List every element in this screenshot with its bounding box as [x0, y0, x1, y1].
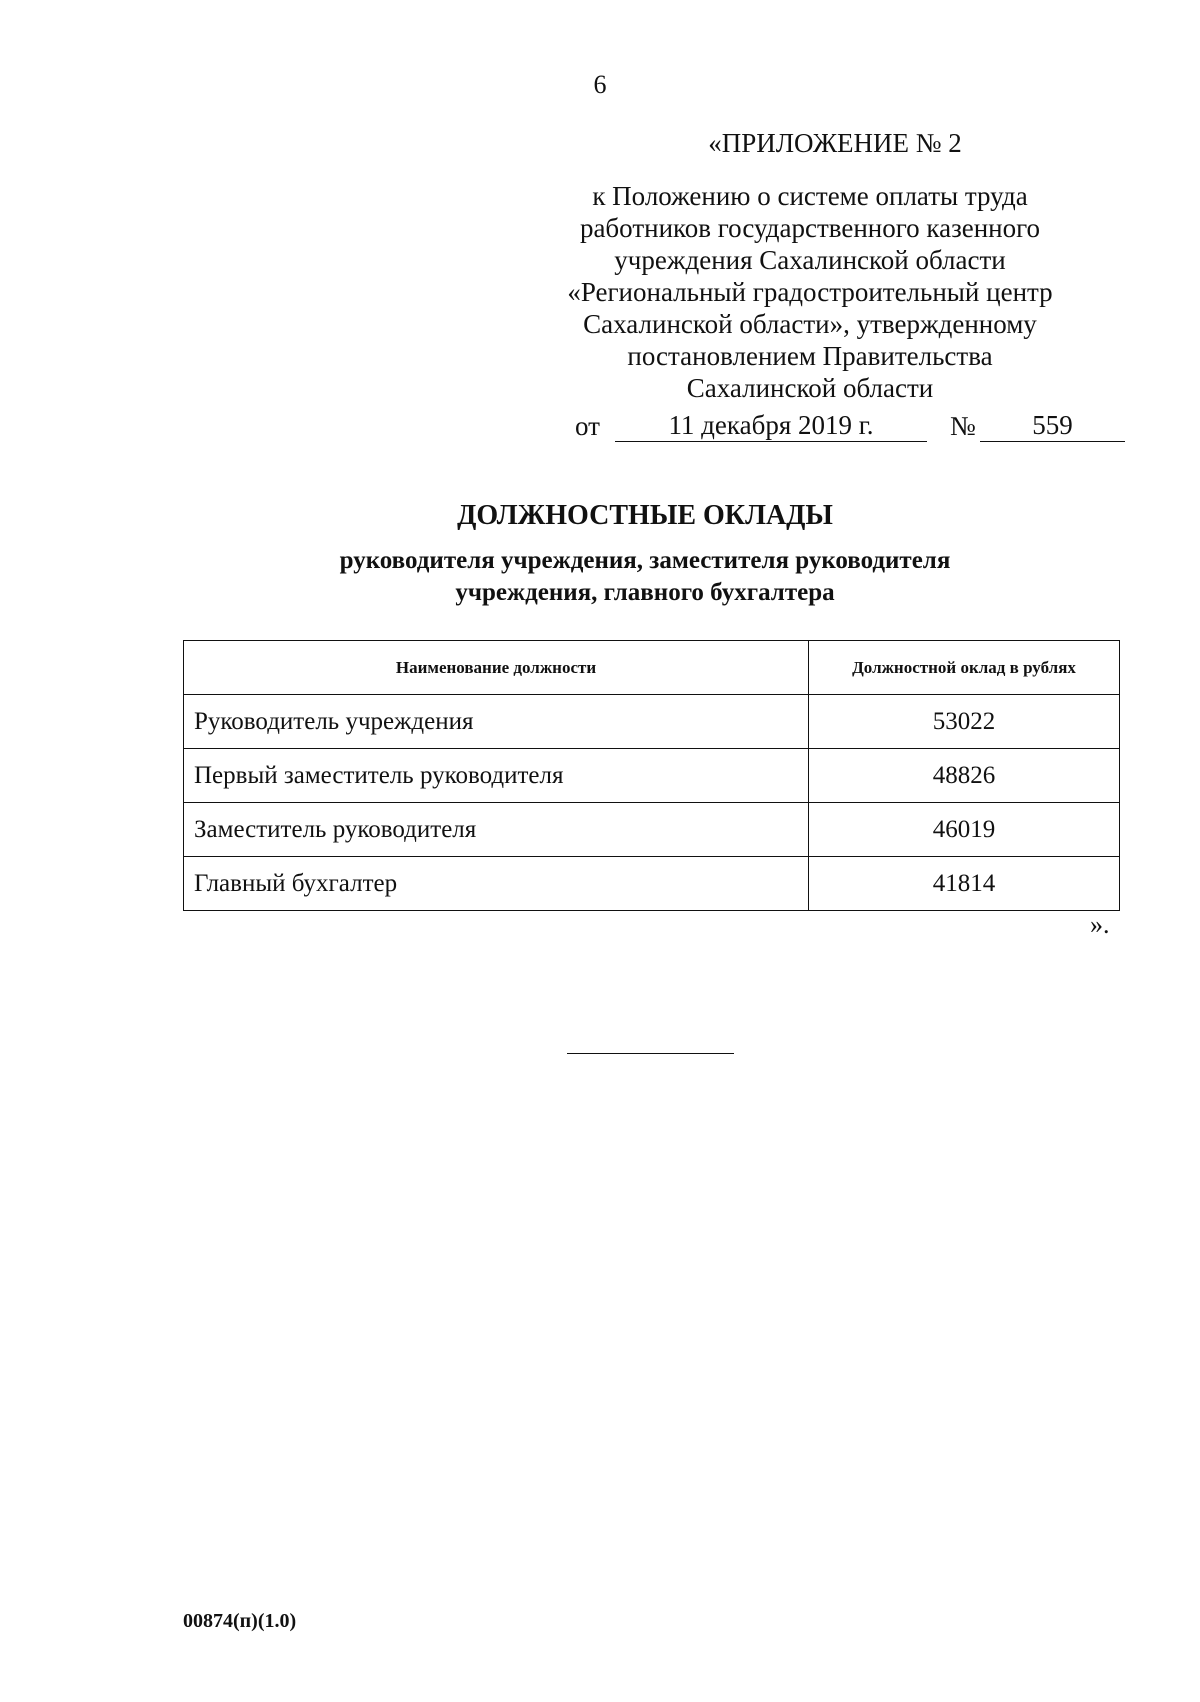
subheading-line: руководителя учреждения, заместителя руководителя [339, 547, 951, 574]
resolution-reference-line [575, 408, 1125, 444]
table-row [184, 857, 1120, 911]
position-cell: Первый заместитель руководителя [184, 749, 809, 803]
resolution-number: 559 [980, 410, 1125, 442]
position-cell: Руководитель учреждения [184, 695, 809, 749]
annex-line: к Положению о системе оплаты труда [592, 181, 1028, 211]
annex-line: учреждения Сахалинской области [614, 245, 1006, 275]
annex-line: Сахалинской области [686, 373, 934, 403]
closing-quote: ». [1090, 910, 1110, 939]
annex-line: работников государственного казенного [579, 213, 1041, 243]
annex-line: Сахалинской области», утвержденному [583, 309, 1037, 339]
column-header-salary: Должностной оклад в рублях [809, 641, 1120, 695]
salary-table [183, 640, 1120, 911]
table-row [184, 803, 1120, 857]
ref-from-label: от [575, 411, 600, 441]
position-cell: Заместитель руководителя [184, 803, 809, 857]
salary-cell: 48826 [809, 749, 1120, 803]
table-row [184, 695, 1120, 749]
salary-cell: 46019 [809, 803, 1120, 857]
page-number: 6 [593, 70, 607, 99]
annex-line: «Региональный градостроительный центр [567, 277, 1053, 307]
salary-cell: 53022 [809, 695, 1120, 749]
annex-title: «ПРИЛОЖЕНИЕ № 2 [708, 128, 962, 158]
separator-line [567, 1053, 734, 1054]
document-heading: ДОЛЖНОСТНЫЕ ОКЛАДЫ [457, 500, 833, 531]
position-cell: Главный бухгалтер [184, 857, 809, 911]
annex-reference-block [560, 180, 1060, 404]
number-sign: № [950, 411, 976, 441]
subheading-line: учреждения, главного бухгалтера [455, 579, 835, 606]
resolution-date: 11 декабря 2019 г. [615, 410, 927, 442]
column-header-position: Наименование должности [184, 641, 809, 695]
annex-line: постановлением Правительства [627, 341, 993, 371]
table-header-row [184, 641, 1120, 695]
document-subheading [0, 545, 1200, 609]
salary-cell: 41814 [809, 857, 1120, 911]
table-row [184, 749, 1120, 803]
document-code: 00874(п)(1.0) [183, 1610, 297, 1632]
